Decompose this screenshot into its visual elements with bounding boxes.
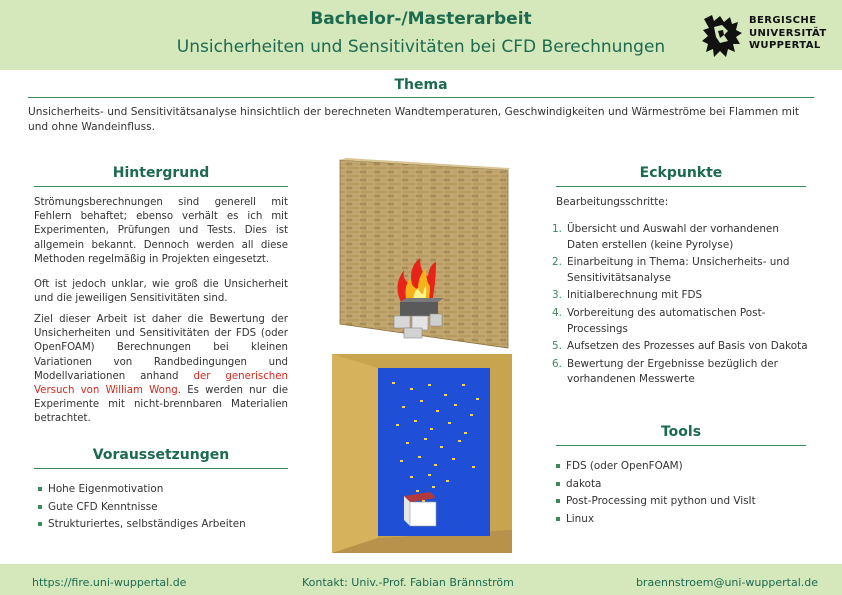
step-text: Übersicht und Auswahl der vorhandenen Daten erstellen (keine Pyrolyse) [567, 223, 779, 251]
list-item [552, 288, 812, 304]
lion-emblem-icon [700, 13, 744, 59]
eckpunkte-intro: Bearbeitungsschritte: [556, 196, 669, 208]
step-text: Aufsetzen des Prozesses auf Basis von Dakota [567, 340, 808, 353]
list-item: Gute CFD Kenntnisse [36, 499, 246, 517]
tools-divider [556, 445, 806, 446]
hintergrund-paragraph-3 [34, 313, 288, 427]
thema-divider [28, 97, 814, 98]
step-number: 1. [552, 223, 562, 235]
burner-box [404, 492, 436, 526]
paragraph-3-tail: . Es werden nur die Experimente mit nicht-brennbaren Materialien betrachtet. [34, 385, 289, 425]
logo-wordmark [749, 15, 827, 53]
email-link[interactable]: braennstroem@uni-wuppertal.de [635, 576, 818, 589]
poster-subtitle: Unsicherheiten und Sensitivitäten bei CFD Berechnungen [176, 37, 666, 57]
list-item: Linux [554, 511, 756, 529]
eckpunkte-divider [556, 186, 806, 187]
step-text: Vorbereitung des automatischen Post-Processings [567, 307, 766, 335]
step-text: Initialberechnung mit FDS [567, 289, 703, 302]
list-item: FDS (oder OpenFOAM) [554, 458, 756, 476]
voraussetzungen-heading: Voraussetzungen [92, 447, 230, 463]
list-item [552, 306, 812, 337]
hintergrund-divider [34, 186, 288, 187]
list-item [552, 357, 812, 388]
list-item: Strukturiertes, selbständiges Arbeiten [36, 516, 246, 534]
list-item [552, 339, 812, 355]
thema-heading: Thema [394, 77, 448, 93]
thema-text: Unsicherheits- und Sensitivitätsanalyse hinsichtlich der berechneten Wandtemperaturen, Geschwindigkeiten und Wärmeströme bei Flammen mit und ohne Wandeinfluss. [28, 106, 800, 133]
brick-wall-fire-render [332, 158, 512, 350]
university-logo[interactable] [700, 13, 827, 59]
list-item: dakota [554, 476, 756, 494]
cfd-simulation-render [332, 354, 512, 553]
list-item [552, 222, 812, 253]
logo-line-2: UNIVERSITÄT [749, 27, 827, 39]
paragraph-3-text: Ziel dieser Arbeit ist daher die Bewertung der Unsicherheiten und Sensitivitäten der FDS (oder OpenFOAM) Berechnungen bei kleinen Variationen von Randbedingungen und Modellvariationen anhand [34, 314, 288, 382]
step-number: 3. [552, 289, 562, 302]
voraussetzungen-list [36, 481, 246, 534]
eckpunkte-steps [552, 222, 812, 390]
hintergrund-heading: Hintergrund [112, 165, 210, 181]
poster-title: Bachelor-/Masterarbeit [310, 9, 532, 29]
tools-list [554, 458, 756, 528]
tools-heading: Tools [660, 424, 702, 440]
list-item: Hohe Eigenmotivation [36, 481, 246, 499]
list-item [552, 255, 812, 286]
wong-experiment-link[interactable]: der generischen Versuch von William Wong [34, 370, 288, 397]
step-text: Bewertung der Ergebnisse bezüglich der vorhandenen Messwerte [567, 357, 778, 386]
hintergrund-paragraph-1: Strömungsberechnungen sind generell mit Fehlern behaftet; ebenso verhält es ich mit Experimenten, Prüfungen und Tests. Dies ist allgemein bekannt. Dennoch werden all diese Methoden regelmäßig in Projekten eingesetzt. [34, 197, 288, 265]
step-number: 5. [552, 340, 562, 353]
logo-line-1: BERGISCHE [749, 15, 817, 26]
step-number: 4. [552, 307, 562, 320]
step-text: Einarbeitung in Thema: Unsicherheits- und Sensitivitätsanalyse [567, 256, 790, 284]
footer-band [0, 564, 842, 595]
website-link[interactable]: https://fire.uni-wuppertal.de [32, 576, 187, 589]
header-band [0, 0, 842, 70]
voraussetzungen-divider [34, 468, 288, 469]
list-item: Post-Processing mit python und VisIt [554, 493, 756, 511]
step-number: 6. [552, 357, 562, 370]
eckpunkte-heading: Eckpunkte [639, 165, 723, 181]
hintergrund-paragraph-2: Oft ist jedoch unklar, wie groß die Unsicherheit und die jeweiligen Sensitivitäten sind. [34, 279, 288, 305]
logo-line-3: WUPPERTAL [749, 40, 821, 51]
contact-text: Kontakt: Univ.-Prof. Fabian Brännström [302, 576, 514, 589]
step-number: 2. [552, 256, 562, 269]
